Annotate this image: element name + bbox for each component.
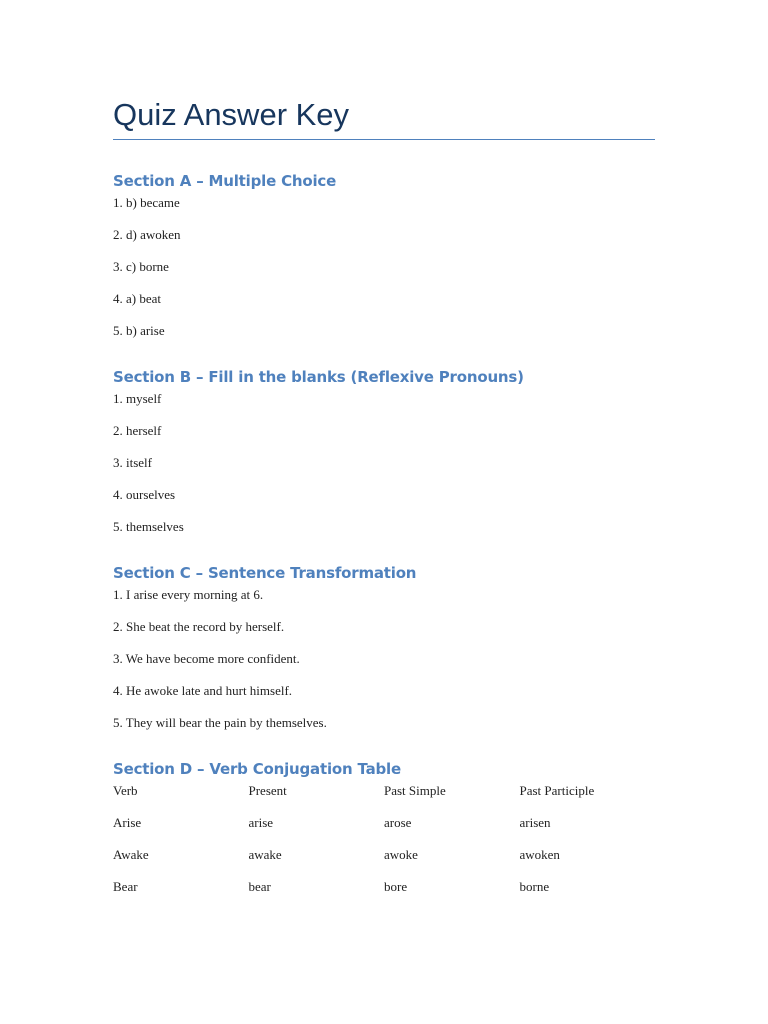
table-row [113,878,655,910]
table-header-cell: Past Participle [519,783,595,798]
verb-conjugation-table [113,782,655,910]
section-c-heading: Section C – Sentence Transformation [113,564,417,582]
table-cell: awake [248,847,282,862]
document-page [113,96,655,910]
list-item: 3. itself [113,455,152,470]
table-cell: Arise [113,815,142,830]
section-a-heading: Section A – Multiple Choice [113,172,337,190]
section-b-heading: Section B – Fill in the blanks (Reflexive Pronouns) [113,368,524,386]
table-cell: Awake [113,847,149,862]
section-d [113,758,655,910]
section-d-heading: Section D – Verb Conjugation Table [113,760,401,778]
section-a [113,170,655,354]
section-b-list [113,390,655,550]
table-cell: borne [519,879,550,894]
list-item: 2. She beat the record by herself. [113,619,285,634]
list-item: 4. ourselves [113,487,176,502]
section-b [113,366,655,550]
table-cell: Bear [113,879,138,894]
list-item: 2. herself [113,423,162,438]
list-item: 3. We have become more confident. [113,651,300,666]
table-cell: awoke [384,847,418,862]
section-c [113,562,655,746]
list-item: 3. c) borne [113,259,169,274]
list-item: 1. I arise every morning at 6. [113,587,264,602]
section-c-list [113,586,655,746]
table-header-cell: Present [248,783,287,798]
list-item: 5. They will bear the pain by themselves. [113,715,327,730]
table-cell: bore [384,879,408,894]
table-header-cell: Verb [113,783,138,798]
table-header-row [113,782,655,814]
table-cell: awoken [519,847,560,862]
page-title: Quiz Answer Key [113,96,655,140]
list-item: 5. b) arise [113,323,165,338]
list-item: 2. d) awoken [113,227,181,242]
list-item: 5. themselves [113,519,184,534]
list-item: 4. He awoke late and hurt himself. [113,683,293,698]
table-cell: arose [384,815,412,830]
list-item: 4. a) beat [113,291,162,306]
table-cell: arise [248,815,274,830]
table-header-cell: Past Simple [384,783,446,798]
section-a-list [113,194,655,354]
table-cell: arisen [519,815,551,830]
list-item: 1. b) became [113,195,180,210]
table-cell: bear [248,879,271,894]
table-row [113,846,655,878]
table-row [113,814,655,846]
list-item: 1. myself [113,391,162,406]
